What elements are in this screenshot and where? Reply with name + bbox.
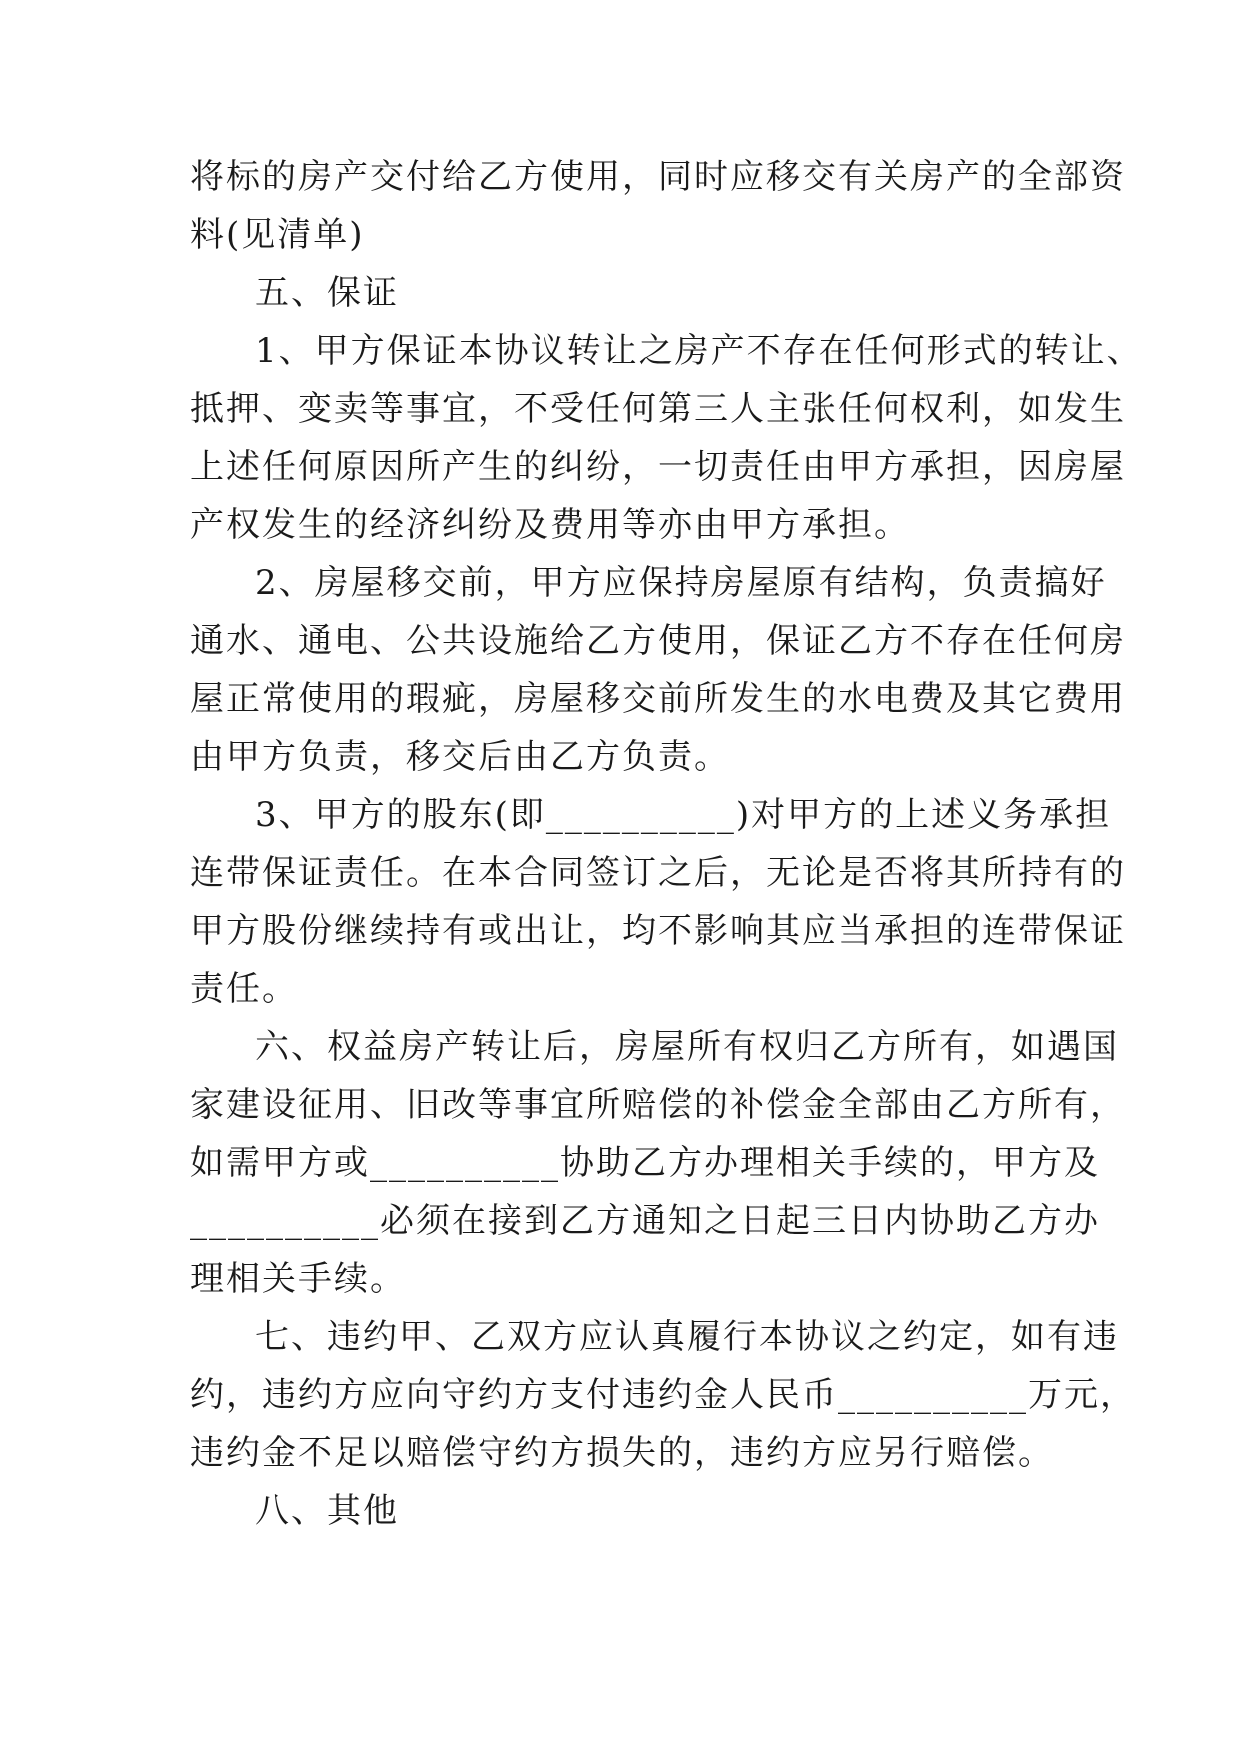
text-line: 违约金不足以赔偿守约方损失的，违约方应另行赔偿。	[190, 1433, 1054, 1473]
text-line: 约，违约方应向守约方支付违约金人民币__________万元，	[190, 1375, 1136, 1415]
section-heading: 八、其他	[255, 1491, 399, 1531]
text-line: 将标的房产交付给乙方使用，同时应移交有关房产的全部资	[190, 157, 1126, 197]
section-heading: 五、保证	[255, 273, 399, 313]
text-line: 由甲方负责，移交后由乙方负责。	[190, 737, 730, 777]
text-line: 家建设征用、旧改等事宜所赔偿的补偿金全部由乙方所有，	[190, 1085, 1126, 1125]
text-line: 屋正常使用的瑕疵，房屋移交前所发生的水电费及其它费用	[190, 679, 1126, 719]
text-line: 上述任何原因所产生的纠纷，一切责任由甲方承担，因房屋	[190, 447, 1126, 487]
text-line: 七、违约甲、乙双方应认真履行本协议之约定，如有违	[255, 1317, 1119, 1357]
text-line: 六、权益房产转让后，房屋所有权归乙方所有，如遇国	[255, 1027, 1119, 1067]
text-line: 抵押、变卖等事宜，不受任何第三人主张任何权利，如发生	[190, 389, 1126, 429]
text-line: 料(见清单)	[190, 215, 365, 255]
text-line: 3、甲方的股东(即__________)对甲方的上述义务承担	[255, 795, 1112, 835]
text-line: 产权发生的经济纠纷及费用等亦由甲方承担。	[190, 505, 910, 545]
text-line: 通水、通电、公共设施给乙方使用，保证乙方不存在任何房	[190, 621, 1126, 661]
text-line: 如需甲方或__________协助乙方办理相关手续的，甲方及	[190, 1143, 1100, 1183]
text-line: __________必须在接到乙方通知之日起三日内协助乙方办	[190, 1201, 1100, 1241]
text-line: 连带保证责任。在本合同签订之后，无论是否将其所持有的	[190, 853, 1126, 893]
text-line: 责任。	[190, 969, 298, 1009]
text-line: 理相关手续。	[190, 1259, 406, 1299]
text-line: 2、房屋移交前，甲方应保持房屋原有结构，负责搞好	[255, 563, 1107, 603]
text-line: 1、甲方保证本协议转让之房产不存在任何形式的转让、	[255, 331, 1143, 371]
text-line: 甲方股份继续持有或出让，均不影响其应当承担的连带保证	[190, 911, 1126, 951]
